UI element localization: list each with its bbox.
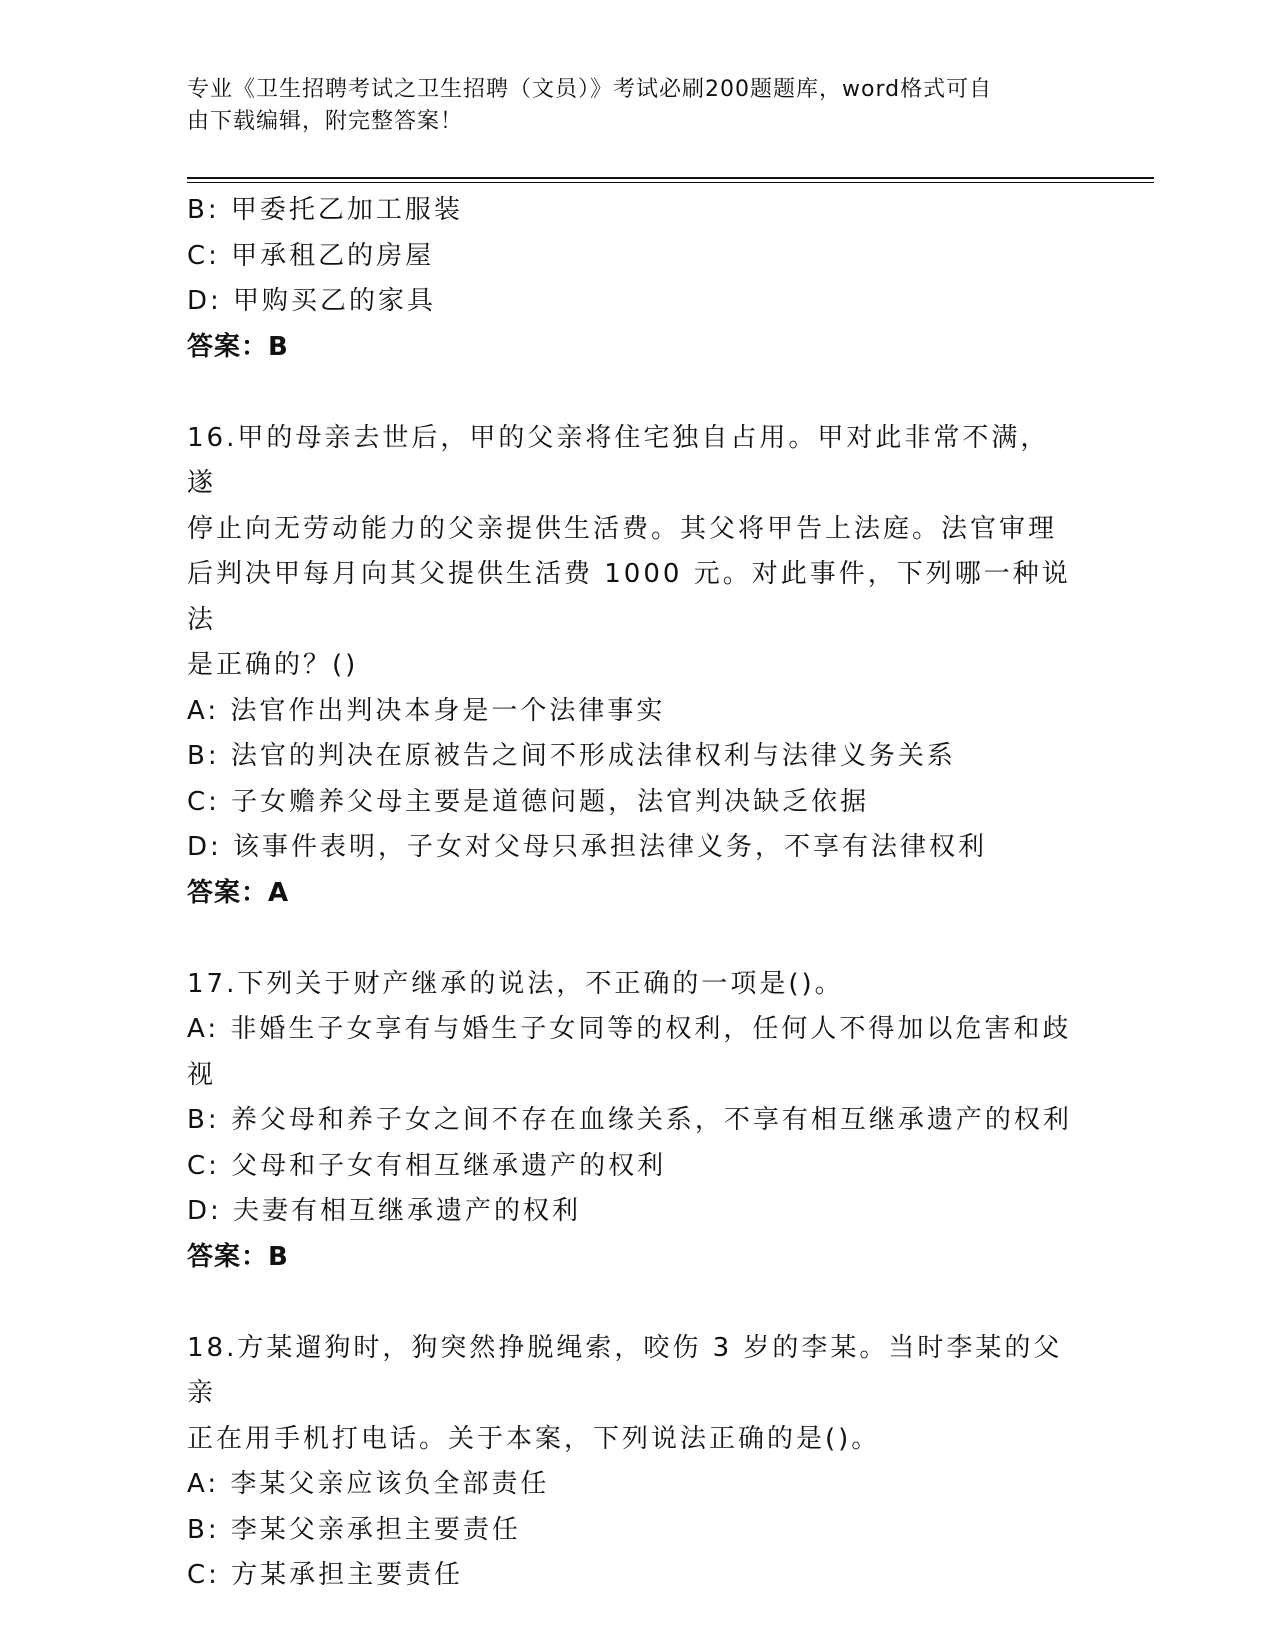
option-b: B: 法官的判决在原被告之间不形成法律权利与法律义务关系 [187,741,956,771]
spacer [187,1280,1077,1326]
question-18 [187,1326,1077,1599]
question-text-line: 17.下列关于财产继承的说法，不正确的一项是()。 [187,968,844,999]
question-17 [187,962,1077,1281]
spacer [187,370,1077,416]
question-text-line: 正在用手机打电话。关于本案，下列说法正确的是()。 [187,1423,881,1454]
option-d: D: 该事件表明，子女对父母只承担法律义务，不享有法律权利 [187,832,988,862]
spacer [187,916,1077,962]
document-header [187,74,1067,138]
option-d: D: 夫妻有相互继承遗产的权利 [187,1196,582,1226]
option-a: A: 李某父亲应该负全部责任 [187,1469,550,1499]
question-text-line: 停止向无劳动能力的父亲提供生活费。其父将甲告上法庭。法官审理 [187,513,1058,544]
option-c: C: 甲承租乙的房屋 [187,240,435,271]
option-c: C: 方某承担主要责任 [187,1560,464,1590]
question-15 [187,188,1077,370]
header-line-1: 专业《卫生招聘考试之卫生招聘（文员）》考试必刷200题题库，word格式可自 [187,77,993,102]
question-text-line: 18.方某遛狗时，狗突然挣脱绳索，咬伤 3 岁的李某。当时李某的父亲 [187,1332,1063,1408]
option-c: C: 父母和子女有相互继承遗产的权利 [187,1150,667,1181]
option-c: C: 子女赡养父母主要是道德问题，法官判决缺乏依据 [187,786,870,817]
header-divider-thick [187,177,1154,179]
question-text-line: 是正确的？() [187,650,359,680]
question-list [187,188,1077,1599]
option-a: A: 法官作出判决本身是一个法律事实 [187,695,666,726]
answer-label: 答案：A [187,877,290,908]
option-a-continued: 视 [187,1059,217,1090]
option-d: D: 甲购买乙的家具 [187,286,437,316]
header-line-2: 由下载编辑，附完整答案！ [187,109,464,134]
option-b: B: 李某父亲承担主要责任 [187,1514,521,1545]
question-text-line: 16.甲的母亲去世后，甲的父亲将住宅独自占用。甲对此非常不满，遂 [187,422,1050,498]
header-divider-thin [187,182,1154,183]
question-text-line: 后判决甲每月向其父提供生活费 1000 元。对此事件，下列哪一种说法 [187,559,1071,635]
option-b: B: 养父母和养子女之间不存在血缘关系，不享有相互继承遗产的权利 [187,1105,1072,1135]
option-b: B: 甲委托乙加工服装 [187,195,463,225]
answer-label: 答案：B [187,331,289,362]
answer-label: 答案：B [187,1241,289,1272]
option-a: A: 非婚生子女享有与婚生子女同等的权利，任何人不得加以危害和歧 [187,1014,1072,1044]
question-16 [187,416,1077,917]
